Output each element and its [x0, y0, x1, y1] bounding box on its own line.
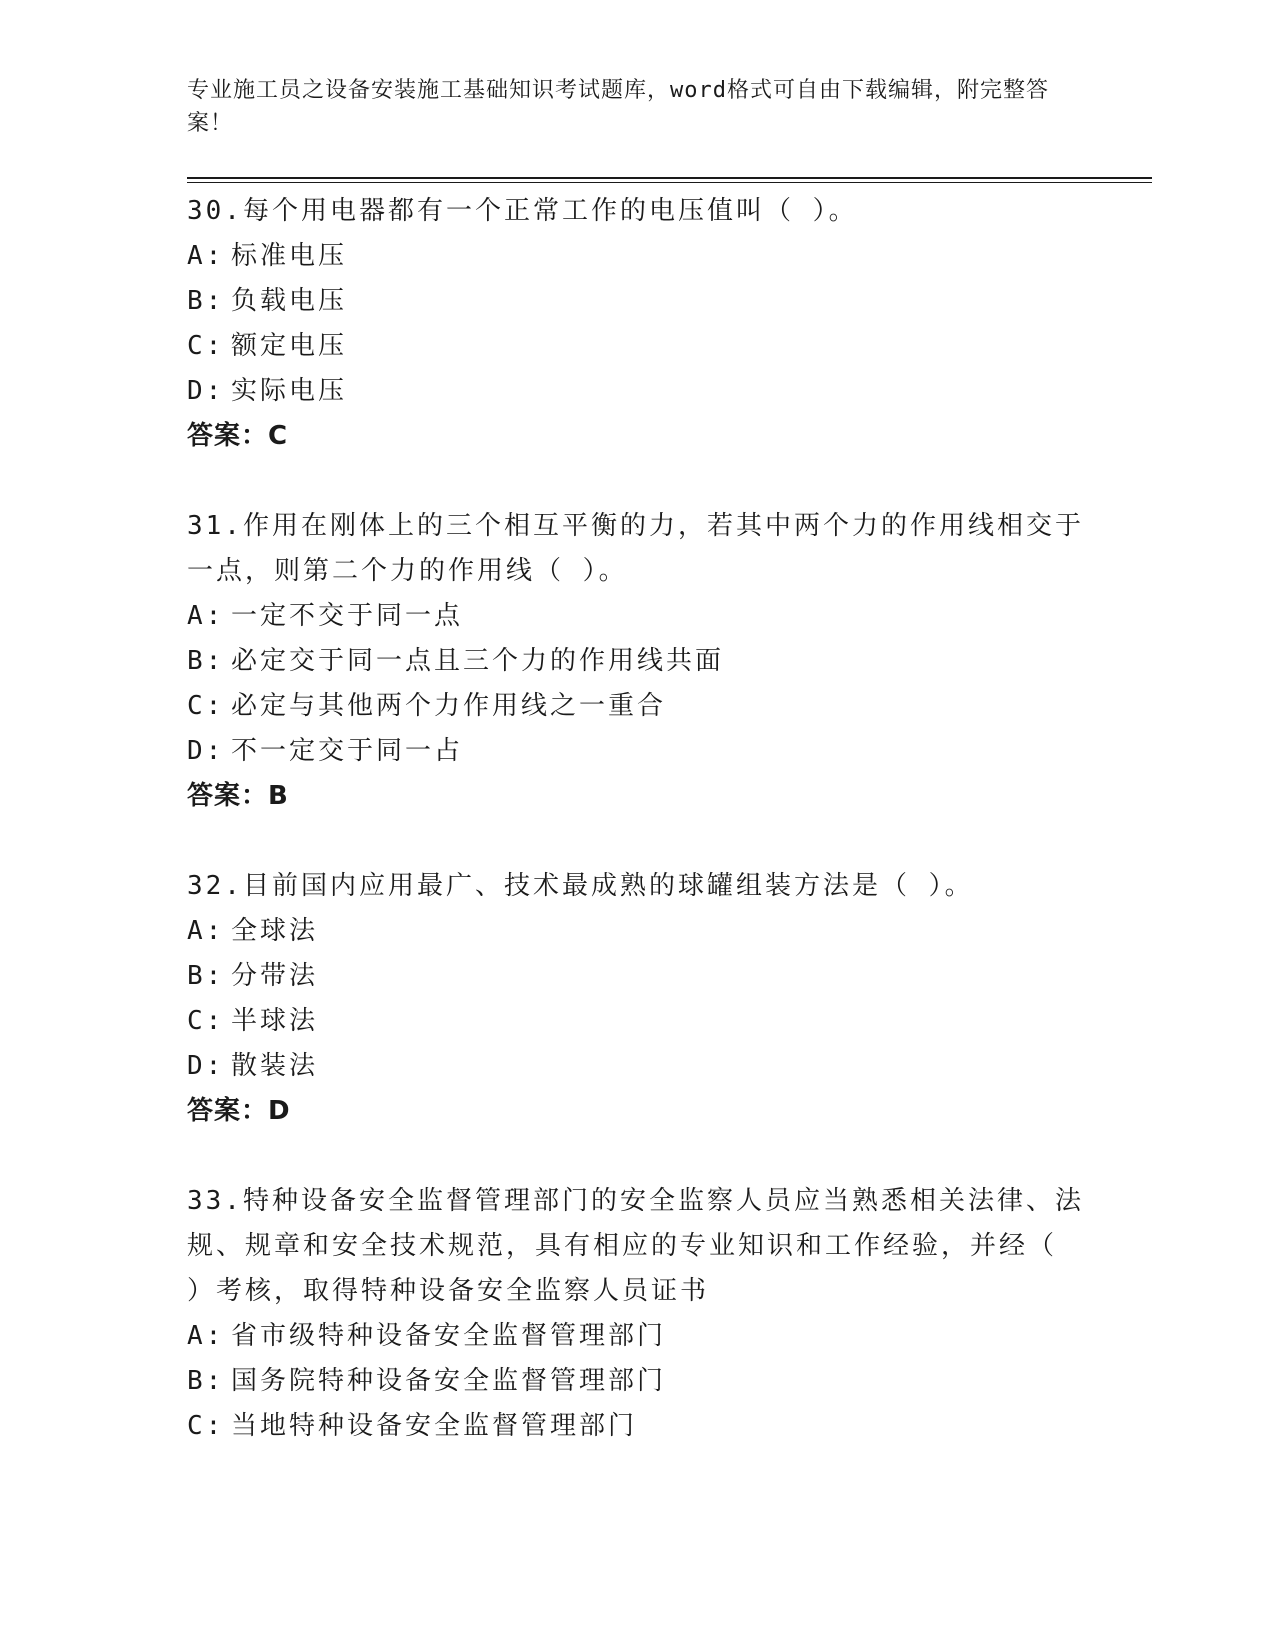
option-letter: A:: [187, 241, 225, 271]
option-letter: D:: [187, 376, 225, 406]
option-a: [187, 1314, 1087, 1359]
option-b: [187, 1359, 1087, 1404]
option-a: [187, 594, 1087, 639]
option-letter: C:: [187, 691, 225, 721]
option-letter: A:: [187, 601, 225, 631]
question-text: 31.作用在刚体上的三个相互平衡的力，若其中两个力的作用线相交于一点，则第二个力的作用线（ ）。: [187, 511, 1084, 586]
option-text: 必定交于同一点且三个力的作用线共面: [231, 646, 725, 676]
option-letter: D:: [187, 1051, 225, 1081]
option-a: [187, 909, 1087, 954]
option-text: 不一定交于同一占: [231, 736, 464, 766]
header-divider-thin: [187, 182, 1152, 183]
document-intro: 专业施工员之设备安装施工基础知识考试题库，word格式可自由下载编辑，附完整答案！: [187, 78, 1049, 136]
answer-line: 答案：D: [187, 1096, 291, 1126]
option-letter: B:: [187, 286, 225, 316]
option-c: [187, 999, 1087, 1044]
option-text: 必定与其他两个力作用线之一重合: [231, 691, 667, 721]
option-text: 全球法: [231, 916, 319, 946]
option-b: [187, 279, 1087, 324]
option-letter: A:: [187, 1321, 225, 1351]
question-text: 30.每个用电器都有一个正常工作的电压值叫（ ）。: [187, 196, 858, 226]
option-text: 国务院特种设备安全监督管理部门: [231, 1366, 667, 1396]
option-text: 半球法: [231, 1006, 319, 1036]
question-33: [187, 1179, 1087, 1449]
option-b: [187, 639, 1087, 684]
option-text: 当地特种设备安全监督管理部门: [231, 1411, 638, 1441]
option-text: 标准电压: [231, 241, 348, 271]
option-text: 分带法: [231, 961, 319, 991]
option-a: [187, 234, 1087, 279]
option-letter: B:: [187, 961, 225, 991]
question-30: [187, 189, 1087, 459]
option-letter: B:: [187, 1366, 225, 1396]
option-letter: C:: [187, 1411, 225, 1441]
option-letter: B:: [187, 646, 225, 676]
option-c: [187, 324, 1087, 369]
option-letter: A:: [187, 916, 225, 946]
answer-line: 答案：B: [187, 781, 289, 811]
option-d: [187, 369, 1087, 414]
option-c: [187, 1404, 1087, 1449]
header-divider-thick: [187, 177, 1152, 179]
answer-line: 答案：C: [187, 421, 289, 451]
option-d: [187, 729, 1087, 774]
option-letter: C:: [187, 1006, 225, 1036]
option-letter: C:: [187, 331, 225, 361]
question-31: [187, 504, 1087, 819]
question-text: 32.目前国内应用最广、技术最成熟的球罐组装方法是（ ）。: [187, 871, 974, 901]
option-c: [187, 684, 1087, 729]
option-text: 省市级特种设备安全监督管理部门: [231, 1321, 667, 1351]
option-text: 散装法: [231, 1051, 319, 1081]
option-b: [187, 954, 1087, 999]
question-32: [187, 864, 1087, 1134]
option-text: 额定电压: [231, 331, 348, 361]
option-letter: D:: [187, 736, 225, 766]
option-text: 负载电压: [231, 286, 348, 316]
option-text: 一定不交于同一点: [231, 601, 464, 631]
question-text: 33.特种设备安全监督管理部门的安全监察人员应当熟悉相关法律、法规、规章和安全技术规范，具有相应的专业知识和工作经验，并经（ ）考核，取得特种设备安全监察人员证书: [187, 1186, 1084, 1306]
option-d: [187, 1044, 1087, 1089]
question-list: [187, 189, 1087, 1494]
option-text: 实际电压: [231, 376, 348, 406]
